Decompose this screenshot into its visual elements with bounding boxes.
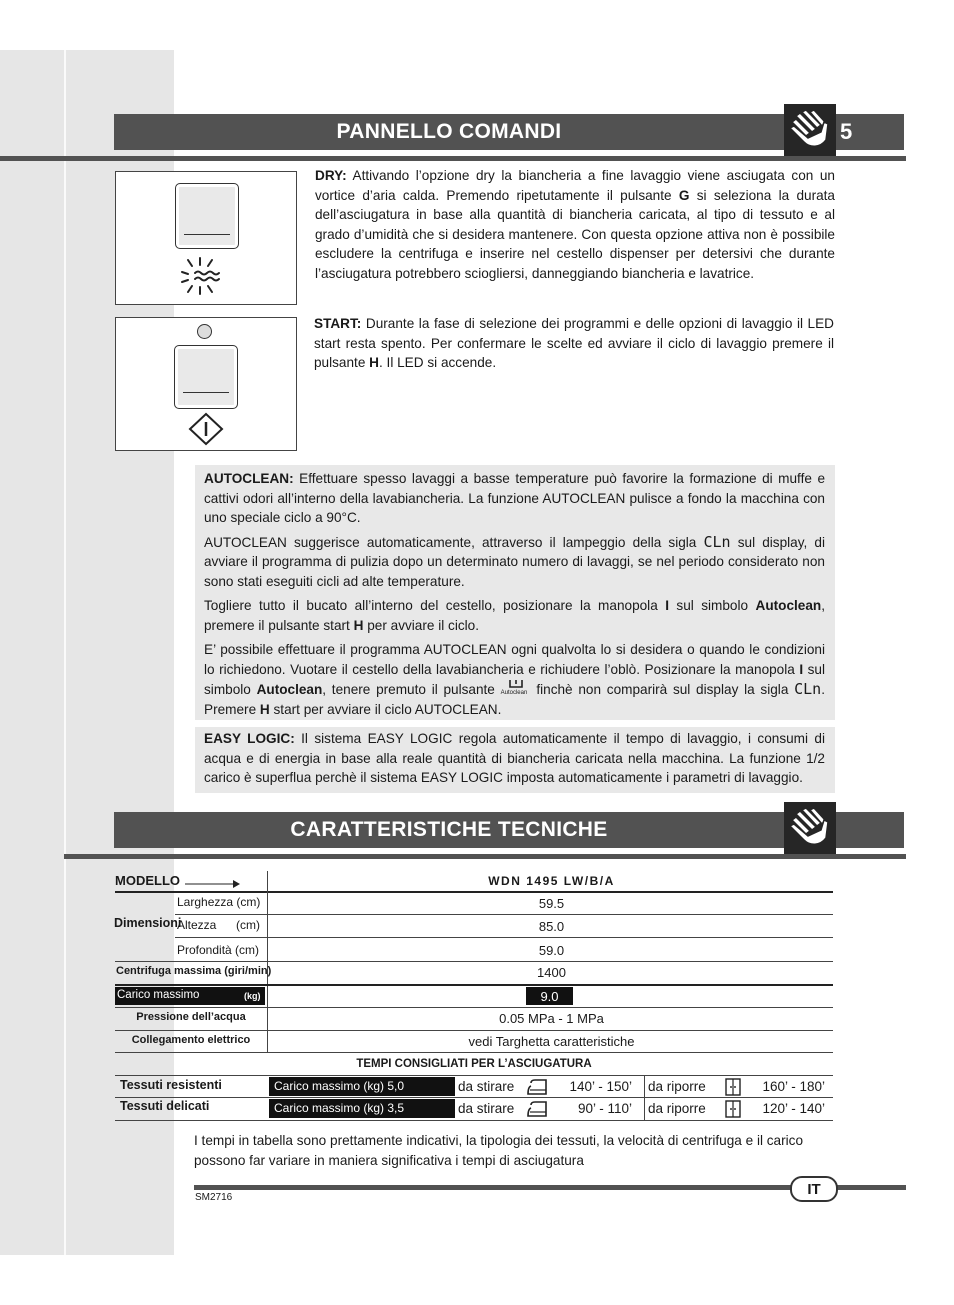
easy-logic-text <box>204 729 825 788</box>
start-text-part: Durante la fase di selezione dei programmi e delle opzioni di lavaggio il LED start resta spento. Per confermare le scelte ed avviare il ciclo di lavaggio premere il pulsante <box>314 316 834 370</box>
table-note: I tempi in tabella sono prettamente indicativi, la tipologia dei tessuti, la velocità di centrifuga e il carico possono far variare in maniera significativa i tempi di asciugatura <box>194 1133 804 1168</box>
section-title: PANNELLO COMANDI <box>336 120 562 143</box>
start-icon <box>188 412 224 446</box>
dry-key: G <box>678 187 690 203</box>
autoclean-text <box>204 469 825 719</box>
display-code-cln: CLn <box>703 532 731 551</box>
row-divider <box>115 1030 833 1031</box>
store-time: 120’ - 140’ <box>762 1101 825 1116</box>
load-text: Carico massimo (kg) 5,0 <box>274 1079 405 1093</box>
page-margin-line <box>64 50 66 1255</box>
iron-time: 140’ - 150’ <box>569 1079 632 1094</box>
row-divider <box>115 984 833 986</box>
autoclean-label: AUTOCLEAN: <box>204 471 294 486</box>
start-text-part: . Il LED si accende. <box>379 355 497 370</box>
start-text <box>314 314 834 373</box>
arrow-icon <box>185 876 241 886</box>
autoclean-icon-caption: Autoclean <box>500 690 528 696</box>
depth-value: 59.0 <box>538 943 565 958</box>
language-badge <box>790 1176 838 1202</box>
max-load-unit: (kg) <box>244 991 261 1001</box>
row-divider <box>175 937 833 938</box>
height-value: 85.0 <box>538 919 565 934</box>
spin-label: Centrifuga massima (giri/min) <box>116 965 272 977</box>
dry-button-panel <box>115 171 297 305</box>
store-time: 160’ - 180’ <box>762 1079 825 1094</box>
width-value: 59.5 <box>538 896 565 911</box>
dry-button <box>175 183 239 249</box>
display-code-cln: CLn <box>794 680 822 698</box>
wardrobe-icon <box>724 1078 742 1096</box>
autoclean-button-icon <box>501 679 531 697</box>
autoclean-p4: finchè non comparirà sul display la sigla <box>530 682 795 697</box>
hand-icon <box>784 802 836 854</box>
depth-label: Profondità (cm) <box>177 943 260 957</box>
dry-text-part: si seleziona la durata dell’asciugatura in base alla quantità di biancheria caricata, al tipo di tessuto e al grado d’umidità che si desidera mantenere. Con questa opzione attiva non è possibile escludere la centrifuga e inserire nel cestello dispenser per detersivi che durante l’asciugatura potrebbero sciogliersi, danneggiando biancheria e lavatrice. <box>315 187 835 281</box>
autoclean-p3: Togliere tutto il bucato all’interno del cestello, posizionare la manopola <box>204 598 666 613</box>
autoclean-p2: sul display, di avviare il programma di pulizia dopo un determinato numero di lavaggi, se nel periodo considerato non sono stati eseguiti cicli ad alte temperature. <box>204 534 825 589</box>
load-text: Carico massimo (kg) 3,5 <box>274 1101 405 1115</box>
section-title-bar <box>114 812 784 848</box>
spin-value: 1400 <box>537 965 566 980</box>
iron-label: da stirare <box>458 1101 515 1116</box>
section-title-bar <box>114 114 784 150</box>
autoclean-symbol-name: Autoclean <box>256 682 323 697</box>
row-divider <box>115 961 833 962</box>
dry-text-part: Attivando l’opzione dry la biancheria a fine lavaggio viene asciugata con un vortice d’aria calda. Premendo ripetutamente il pulsante <box>315 168 835 203</box>
autoclean-symbol-name: Autoclean <box>755 598 822 613</box>
header-rule <box>64 854 906 859</box>
dimensions-label: Dimensioni <box>114 916 182 930</box>
height-label: Altezza <box>177 918 217 932</box>
electrical-label: Collegamento elettrico <box>131 1034 251 1046</box>
start-label: START: <box>314 316 362 331</box>
row-divider <box>115 1097 833 1098</box>
start-key: H <box>259 701 270 717</box>
iron-icon <box>526 1100 552 1118</box>
iron-icon <box>526 1078 552 1096</box>
store-label: da riporre <box>648 1101 706 1116</box>
water-pressure-label: Pressione dell’acqua <box>136 1011 246 1023</box>
row-divider <box>115 1075 833 1076</box>
row-divider <box>115 891 833 893</box>
wardrobe-icon <box>724 1100 742 1118</box>
dry-text <box>315 166 835 283</box>
water-pressure-value: 0.05 MPa - 1 MPa <box>499 1011 604 1026</box>
autoclean-p3: per avviare il ciclo. <box>363 617 480 633</box>
width-label: Larghezza (cm) <box>177 895 261 909</box>
row-divider <box>115 1120 833 1121</box>
hand-icon <box>784 104 836 156</box>
page-number-box <box>836 114 904 150</box>
easy-logic-body: Il sistema EASY LOGIC regola automaticamente il tempo di lavaggio, i consumi di acqua e di energia in base alla reale quantità di biancheria caricata nella macchina. La funzione 1/2 carico è superflua perchè il sistema EASY LOGIC imposta automaticamente i parametri di lavaggio. <box>204 731 825 785</box>
start-key: H <box>369 355 379 370</box>
title-bar-tail <box>836 812 904 848</box>
max-load-label: Carico massimo <box>117 989 200 1001</box>
autoclean-p3: sul simbolo <box>668 598 756 613</box>
start-key: H <box>353 617 364 633</box>
autoclean-p4: sul simbolo <box>204 661 826 697</box>
fabric-type: Tessuti delicati <box>120 1099 210 1113</box>
iron-time: 90’ - 110’ <box>577 1101 632 1116</box>
height-unit: (cm) <box>236 918 260 932</box>
start-led <box>197 324 212 339</box>
model-label: MODELLO <box>115 873 180 888</box>
knob-key: I <box>665 598 669 613</box>
autoclean-p1: Effettuare spesso lavaggi a basse temperature può favorire la formazione di muffe e cattivi odori all’interno della lavabiancheria. La funzione AUTOCLEAN pulisce a fondo la macchina con uno speciale ciclo a 90°C. <box>204 471 825 525</box>
autoclean-p4: E’ possibile effettuare il programma AUTOCLEAN ogni qualvolta lo si desidera o quando le condizioni lo richiedono. Vuotare il cestello della lavabiancheria e richiudere l’oblò. Posizionare la manopola <box>204 642 825 677</box>
knob-key: I <box>799 661 804 677</box>
header-rule <box>0 156 906 161</box>
drying-times-title: TEMPI CONSIGLIATI PER L’ASCIUGATURA <box>356 1058 592 1070</box>
page-number: 5 <box>840 119 853 144</box>
electrical-value: vedi Targhetta caratteristiche <box>468 1034 635 1049</box>
start-button <box>174 345 238 409</box>
autoclean-p4: , tenere premuto il pulsante <box>322 682 501 697</box>
autoclean-p4: . Premere <box>204 682 825 717</box>
autoclean-p3: , premere il pulsante start <box>204 598 825 633</box>
row-divider <box>115 1052 833 1053</box>
fabric-type: Tessuti resistenti <box>120 1078 222 1092</box>
row-divider <box>175 914 833 915</box>
store-label: da riporre <box>648 1079 706 1094</box>
dry-icon <box>180 256 230 296</box>
iron-label: da stirare <box>458 1079 515 1094</box>
language-code: IT <box>807 1180 821 1198</box>
section-title: CARATTERISTICHE TECNICHE <box>290 818 608 841</box>
autoclean-p4: start per avviare il ciclo AUTOCLEAN. <box>269 701 502 717</box>
model-value: WDN 1495 LW/B/A <box>488 874 615 888</box>
dry-label: DRY: <box>315 168 347 183</box>
document-code: SM2716 <box>195 1192 233 1203</box>
easy-logic-label: EASY LOGIC: <box>204 731 295 746</box>
autoclean-p2: AUTOCLEAN suggerisce automaticamente, attraverso il lampeggio della sigla <box>204 534 704 550</box>
max-load-value: 9.0 <box>540 989 559 1004</box>
column-divider <box>644 1076 645 1120</box>
start-button-panel <box>115 317 297 451</box>
row-divider <box>115 1007 833 1008</box>
